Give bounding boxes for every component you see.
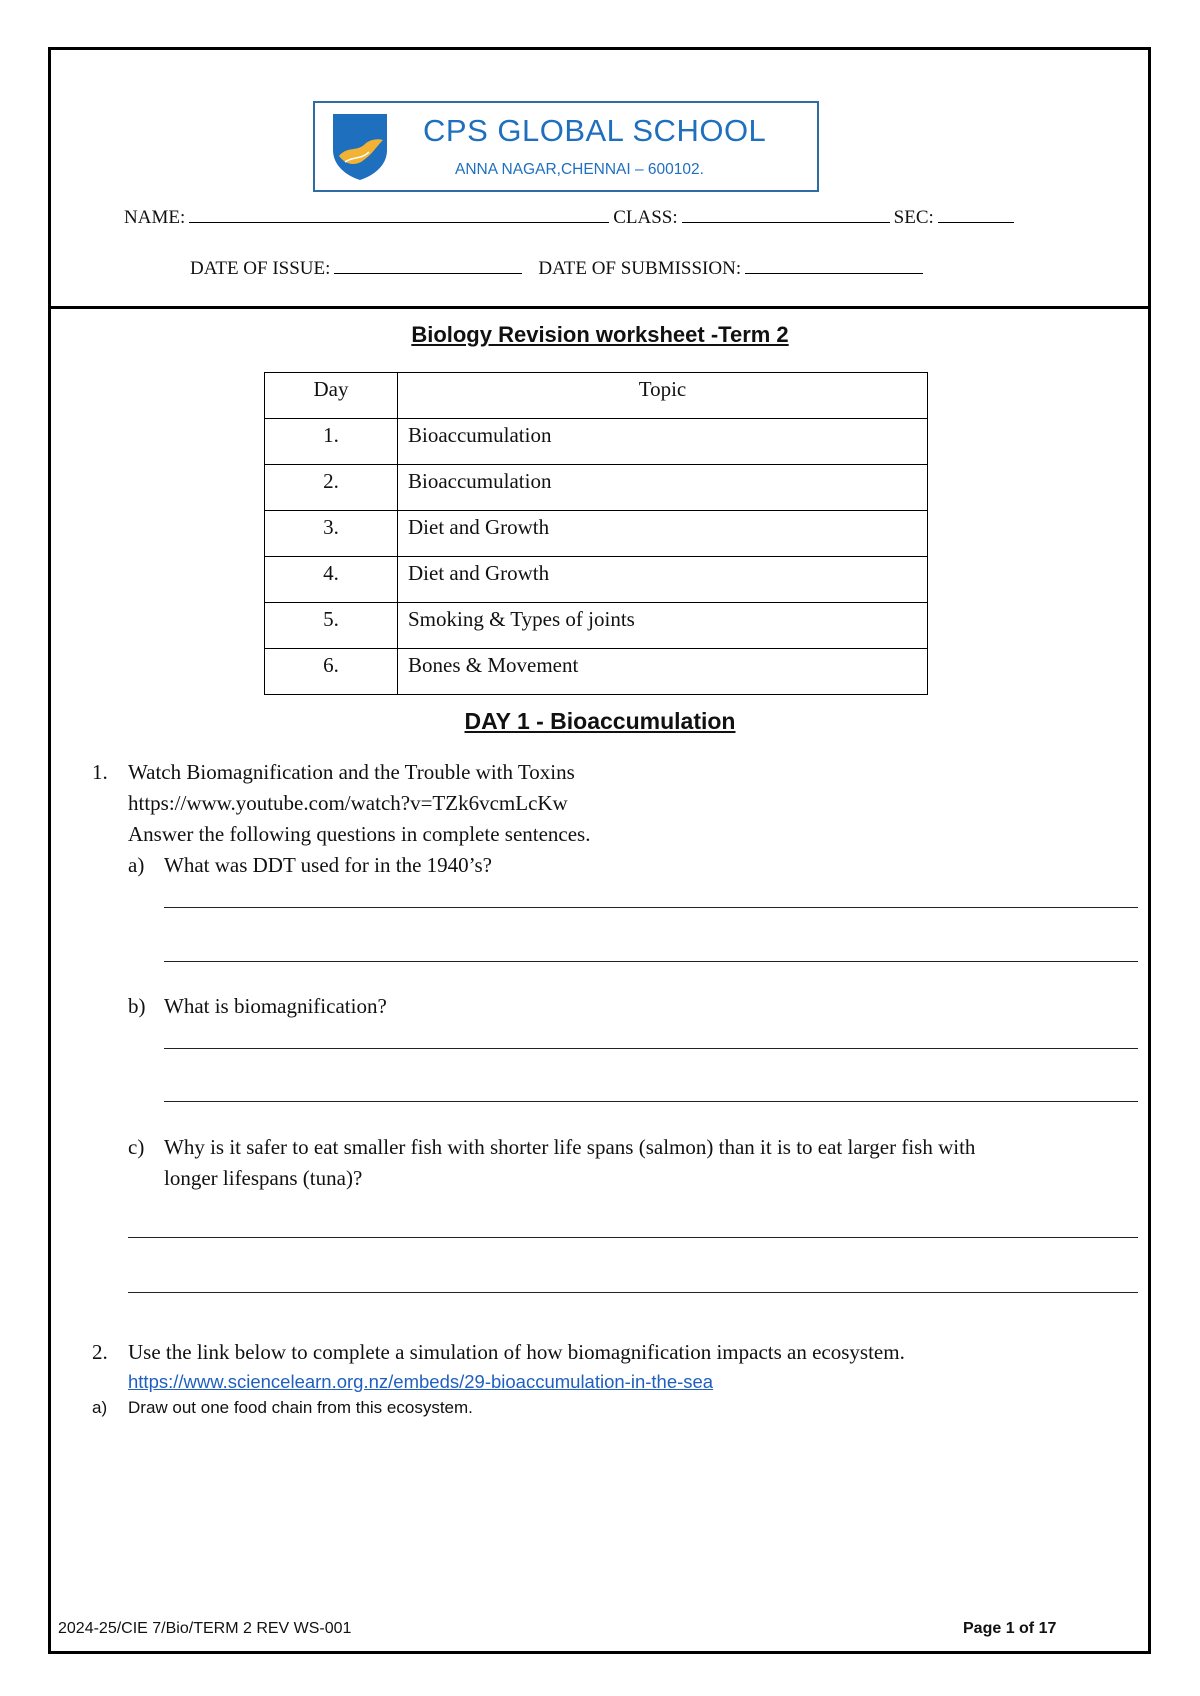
class-field[interactable] [682, 206, 890, 223]
document-code: 2024-25/CIE 7/Bio/TERM 2 REV WS-001 [58, 1620, 352, 1637]
topic-cell: Bioaccumulation [398, 465, 928, 511]
worksheet-title: Biology Revision worksheet -Term 2 [411, 322, 789, 347]
q2-instruction: Use the link below to complete a simulation of how biomagnification impacts an ecosystem. [128, 1340, 905, 1364]
school-crest-icon [331, 112, 389, 182]
topic-schedule-table [264, 372, 928, 695]
table-row [265, 511, 928, 557]
page-number: Page 1 of 17 [963, 1620, 1057, 1637]
q1a-question: What was DDT used for in the 1940’s? [164, 853, 492, 877]
answer-line[interactable] [128, 1237, 1138, 1238]
q1c-question-cont: longer lifespans (tuna)? [164, 1166, 363, 1190]
answer-line[interactable] [164, 961, 1138, 962]
answer-line[interactable] [128, 1292, 1138, 1293]
sec-label: SEC: [893, 207, 934, 228]
table-row [265, 603, 928, 649]
q1-video-url: https://www.youtube.com/watch?v=TZk6vcmLcKw [128, 791, 568, 815]
q2-simulation-link[interactable]: https://www.sciencelearn.org.nz/embeds/29-bioaccumulation-in-the-sea [128, 1371, 714, 1392]
answer-line[interactable] [164, 1048, 1138, 1049]
issue-date-label: DATE OF ISSUE: [190, 258, 331, 279]
q1a-label: a) [128, 853, 145, 877]
topic-cell: Bones & Movement [398, 649, 928, 695]
table-header-day: Day [265, 373, 398, 419]
school-logo-banner [313, 101, 819, 192]
issue-date-field[interactable] [334, 257, 522, 274]
school-address: ANNA NAGAR,CHENNAI – 600102. [455, 161, 704, 178]
sec-field[interactable] [938, 206, 1014, 223]
submission-date-label: DATE OF SUBMISSION: [538, 258, 742, 279]
q2-number: 2. [92, 1340, 108, 1364]
name-field[interactable] [189, 206, 609, 223]
topic-cell: Bioaccumulation [398, 419, 928, 465]
answer-line[interactable] [164, 907, 1138, 908]
header-divider [48, 306, 1151, 309]
class-label: CLASS: [613, 207, 678, 228]
day-section-title: DAY 1 - Bioaccumulation [464, 708, 736, 734]
q1c-question: Why is it safer to eat smaller fish with shorter life spans (salmon) than it is to eat larger fish with [164, 1135, 976, 1159]
q1b-label: b) [128, 994, 146, 1018]
student-info-row [124, 206, 1018, 229]
date-info-row [190, 257, 927, 280]
q1-number: 1. [92, 760, 108, 784]
day-cell: 6. [265, 649, 398, 695]
table-row [265, 557, 928, 603]
day-cell: 2. [265, 465, 398, 511]
topic-cell: Diet and Growth [398, 557, 928, 603]
day-cell: 5. [265, 603, 398, 649]
day-cell: 1. [265, 419, 398, 465]
table-row [265, 465, 928, 511]
table-header-row [265, 373, 928, 419]
table-row [265, 649, 928, 695]
table-header-topic: Topic [398, 373, 928, 419]
topic-cell: Smoking & Types of joints [398, 603, 928, 649]
q1-answer-instruction: Answer the following questions in complete sentences. [128, 822, 591, 846]
day-cell: 3. [265, 511, 398, 557]
day-cell: 4. [265, 557, 398, 603]
submission-date-field[interactable] [745, 257, 923, 274]
school-name: CPS GLOBAL SCHOOL [423, 113, 767, 148]
q1-instruction: Watch Biomagnification and the Trouble with Toxins [128, 760, 575, 784]
table-row [265, 419, 928, 465]
q1b-question: What is biomagnification? [164, 994, 387, 1018]
topic-cell: Diet and Growth [398, 511, 928, 557]
name-label: NAME: [124, 207, 186, 228]
q2a-question: Draw out one food chain from this ecosystem. [128, 1398, 473, 1417]
q2a-label: a) [92, 1398, 108, 1417]
answer-line[interactable] [164, 1101, 1138, 1102]
q1c-label: c) [128, 1135, 145, 1159]
